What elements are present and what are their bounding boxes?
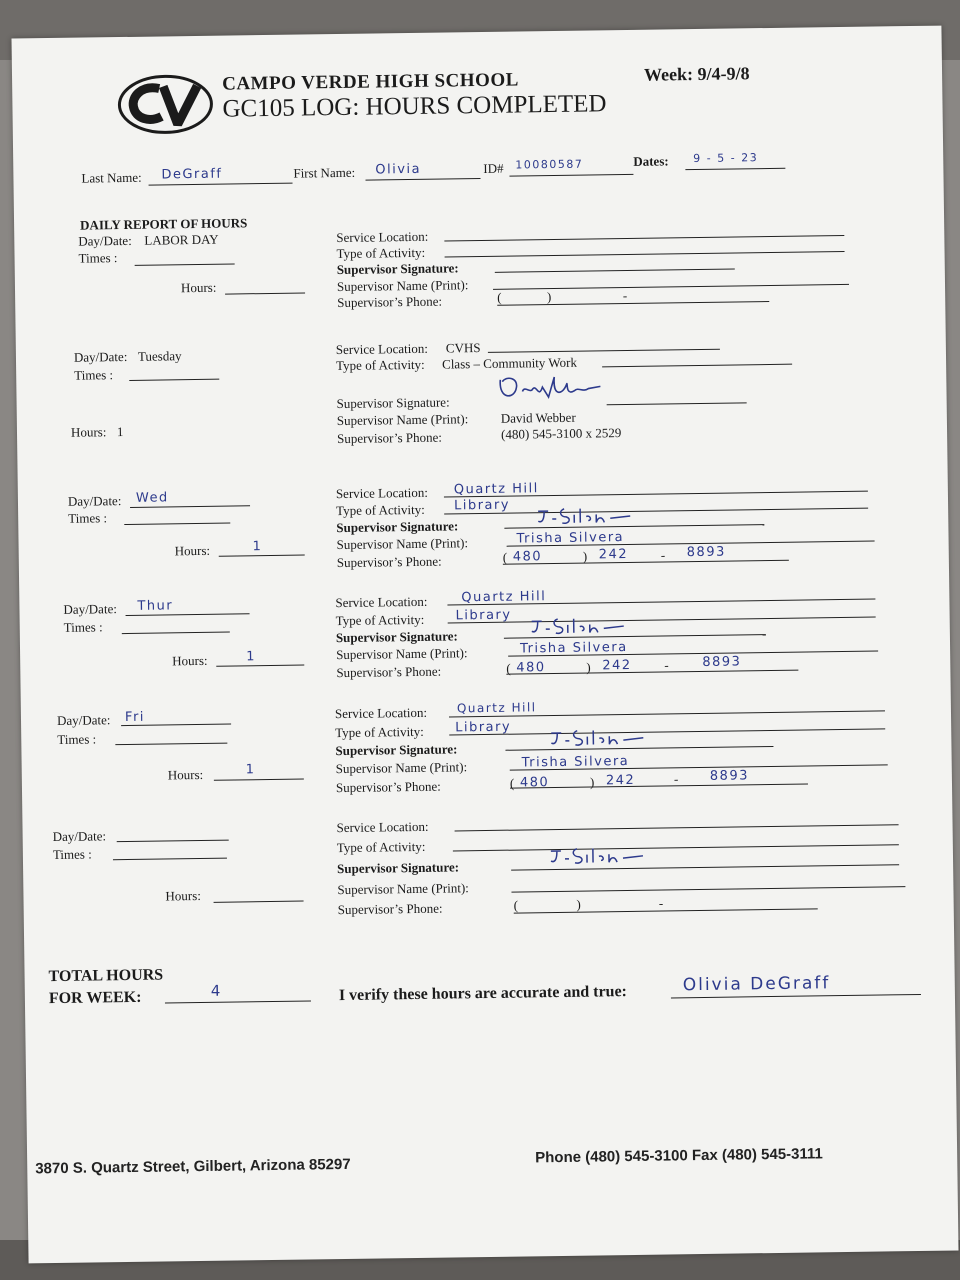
phone-line-value[interactable]: 8893 [702, 654, 742, 670]
last-name-line [149, 183, 293, 186]
supervisor-signature-line [495, 268, 735, 272]
service-location-value[interactable]: Quartz Hill [461, 589, 547, 606]
supervisor-signature-label: Supervisor Signature: [336, 518, 459, 536]
phone-line [510, 784, 808, 789]
times-label: Times : [57, 731, 97, 747]
type-of-activity-line [449, 728, 885, 735]
supervisor-signature-drawing [547, 726, 647, 749]
service-location-label: Service Location: [335, 484, 429, 502]
supervisor-phone-label: Supervisor’s Phone: [336, 553, 442, 571]
footer-contact: Phone (480) 545-3100 Fax (480) 545-3111 [535, 1145, 823, 1167]
first-name-label: First Name: [293, 164, 356, 181]
day-date-label: Day/Date: [63, 601, 117, 617]
phone-prefix-value[interactable]: 242 [602, 657, 632, 674]
last-name-label: Last Name: [81, 169, 142, 186]
day-date-line [117, 840, 229, 843]
supervisor-phone-label: Supervisor’s Phone: [337, 900, 443, 918]
id-label: ID# [483, 160, 504, 176]
supervisor-phone-label: Supervisor’s Phone: [335, 778, 441, 796]
service-location-line [444, 235, 844, 242]
id-line [509, 174, 633, 177]
day-date-label: Day/Date: [67, 493, 122, 509]
type-of-activity-value[interactable]: Library [455, 607, 512, 624]
supervisor-phone-label: Supervisor’s Phone: [337, 429, 443, 447]
service-location-line [488, 349, 720, 353]
first-name-value[interactable]: Olivia [375, 161, 422, 178]
supervisor-signature-drawing [547, 844, 647, 867]
phone-line [503, 560, 789, 565]
day-date-value: LABOR DAY [144, 231, 219, 248]
hours-label: Hours: [174, 542, 211, 559]
phone-paren-open: ( [506, 660, 511, 676]
supervisor-signature-label: Supervisor Signature: [335, 628, 458, 646]
supervisor-name-value[interactable]: Trisha Silvera [519, 640, 628, 657]
hours-label: Hours: [167, 766, 204, 783]
times-line [113, 858, 227, 861]
service-location-label: Service Location: [336, 228, 429, 246]
service-location-label: Service Location: [335, 340, 429, 358]
day-date-value[interactable]: Wed [135, 490, 169, 506]
day-date-value: Tuesday [137, 348, 182, 364]
for-week-label: FOR WEEK: [48, 988, 142, 1008]
type-of-activity-label: Type of Activity: [335, 723, 424, 741]
first-name-line [365, 178, 480, 181]
cv-logo [117, 74, 214, 135]
phone-line-value[interactable]: 8893 [686, 544, 726, 561]
service-location-line [455, 824, 899, 831]
phone-dash: - [660, 547, 666, 563]
id-value[interactable]: 10080587 [515, 157, 584, 172]
hours-line [216, 665, 304, 667]
last-name-value[interactable]: DeGraff [161, 166, 223, 183]
hours-label: Hours: [172, 652, 208, 669]
supervisor-name-label: Supervisor Name (Print): [337, 880, 469, 898]
service-location-label: Service Location: [334, 704, 428, 722]
phone-paren-close: ) [589, 774, 595, 790]
supervisor-signature-label: Supervisor Signature: [335, 741, 458, 759]
type-of-activity-label: Type of Activity: [336, 501, 425, 519]
supervisor-name-label: Supervisor Name (Print): [336, 411, 469, 429]
type-of-activity-label: Type of Activity: [335, 611, 425, 629]
dates-value[interactable]: 9 - 5 - 23 [693, 151, 759, 166]
supervisor-phone-label: Supervisor’s Phone: [337, 293, 443, 311]
day-date-label: Day/Date: [73, 348, 128, 365]
type-of-activity-line [445, 251, 845, 258]
day-date-line [121, 724, 231, 727]
hours-value: 1 [116, 424, 124, 440]
phone-blank: ( ) - [497, 287, 628, 305]
phone-paren-open: ( [502, 549, 508, 565]
times-label: Times : [68, 510, 108, 526]
times-label: Times : [74, 367, 114, 383]
phone-blank: ( ) - [513, 895, 664, 913]
hours-value[interactable]: 1 [245, 762, 256, 778]
supervisor-name-value: David Webber [500, 409, 576, 426]
total-hours-label: TOTAL HOURS [48, 966, 164, 986]
phone-dash: - [664, 657, 669, 673]
times-label: Times : [52, 846, 92, 863]
day-date-label: Day/Date: [56, 712, 111, 728]
supervisor-name-label: Supervisor Name (Print): [336, 645, 468, 663]
service-location-value[interactable]: Quartz Hill [456, 700, 537, 716]
type-of-activity-value: Class – Community Work [441, 354, 578, 372]
type-of-activity-label: Type of Activity: [335, 356, 425, 374]
supervisor-signature-drawing [534, 504, 634, 527]
times-label: Times : [78, 250, 118, 266]
footer-address: 3870 S. Quartz Street, Gilbert, Arizona 85297 [35, 1155, 351, 1178]
hours-value[interactable]: 1 [246, 649, 257, 665]
day-date-label: Day/Date: [78, 232, 132, 249]
phone-prefix-value[interactable]: 242 [605, 772, 636, 789]
phone-prefix-value[interactable]: 242 [598, 546, 629, 563]
supervisor-phone-label: Supervisor’s Phone: [336, 663, 442, 681]
supervisor-signature-drawing [528, 614, 628, 637]
service-location-label: Service Location: [336, 818, 429, 836]
supervisor-name-line [511, 886, 905, 893]
supervisor-name-value[interactable]: Trisha Silvera [521, 753, 630, 771]
times-line [124, 523, 230, 525]
phone-paren-close: ) [586, 659, 591, 675]
supervisor-name-label: Supervisor Name (Print): [336, 535, 469, 553]
supervisor-name-label: Supervisor Name (Print): [335, 759, 468, 777]
times-line [115, 743, 227, 746]
hours-label: Hours: [165, 887, 201, 904]
phone-paren-close: ) [582, 548, 588, 564]
total-hours-value[interactable]: 4 [210, 981, 222, 1000]
day-date-value[interactable]: Thur [137, 598, 174, 614]
hours-label: Hours: [180, 279, 217, 296]
type-of-activity-label: Type of Activity: [336, 244, 426, 262]
paper-form [11, 26, 958, 1264]
week-range: Week: 9/4-9/8 [643, 63, 750, 85]
phone-line-value[interactable]: 8893 [709, 768, 750, 784]
service-location-value: CVHS [445, 340, 481, 356]
hours-value[interactable]: 1 [252, 539, 263, 555]
type-of-activity-value[interactable]: Library [455, 719, 512, 736]
supervisor-name-value[interactable]: Trisha Silvera [516, 530, 625, 547]
service-location-label: Service Location: [335, 593, 428, 611]
phone-area-value[interactable]: 480 [519, 775, 550, 791]
times-line [129, 379, 219, 381]
supervisor-signature-label: Supervisor Signature: [336, 394, 450, 412]
supervisor-signature-drawing [496, 370, 606, 406]
dates-line [685, 168, 785, 170]
dates-label: Dates: [633, 153, 669, 169]
hours-line [225, 292, 305, 294]
times-label: Times : [63, 619, 103, 635]
total-hours-line [165, 1000, 311, 1003]
phone-paren-open: ( [509, 775, 515, 791]
hours-line [214, 779, 304, 781]
hours-label: Hours: [70, 424, 107, 440]
verify-signature[interactable]: Olivia DeGraff [682, 973, 831, 996]
verify-label: I verify these hours are accurate and true: [338, 983, 628, 1005]
hours-line [214, 901, 304, 903]
type-of-activity-value[interactable]: Library [453, 497, 511, 514]
day-date-label: Day/Date: [52, 828, 107, 845]
type-of-activity-line [602, 364, 792, 368]
supervisor-phone-value: (480) 545-3100 x 2529 [500, 425, 622, 442]
daily-report-heading: DAILY REPORT OF HOURS [80, 215, 248, 233]
service-location-value[interactable]: Quartz Hill [453, 481, 539, 498]
type-of-activity-line [453, 844, 899, 851]
times-line [135, 263, 235, 265]
type-of-activity-line [448, 617, 876, 624]
type-of-activity-label: Type of Activity: [336, 838, 426, 856]
supervisor-signature-label: Supervisor Signature: [337, 859, 460, 877]
supervisor-signature-label: Supervisor Signature: [336, 260, 459, 278]
day-date-value[interactable]: Fri [124, 709, 146, 726]
hours-line [219, 555, 305, 557]
school-name: CAMPO VERDE HIGH SCHOOL [222, 69, 519, 95]
phone-line [506, 670, 798, 675]
supervisor-name-label: Supervisor Name (Print): [336, 277, 469, 295]
times-line [122, 632, 230, 635]
log-title: GC105 LOG: HOURS COMPLETED [222, 90, 607, 123]
phone-area-value[interactable]: 480 [516, 660, 546, 676]
supervisor-signature-line [607, 402, 747, 405]
phone-dash: - [673, 771, 679, 787]
phone-area-value[interactable]: 480 [512, 549, 543, 565]
